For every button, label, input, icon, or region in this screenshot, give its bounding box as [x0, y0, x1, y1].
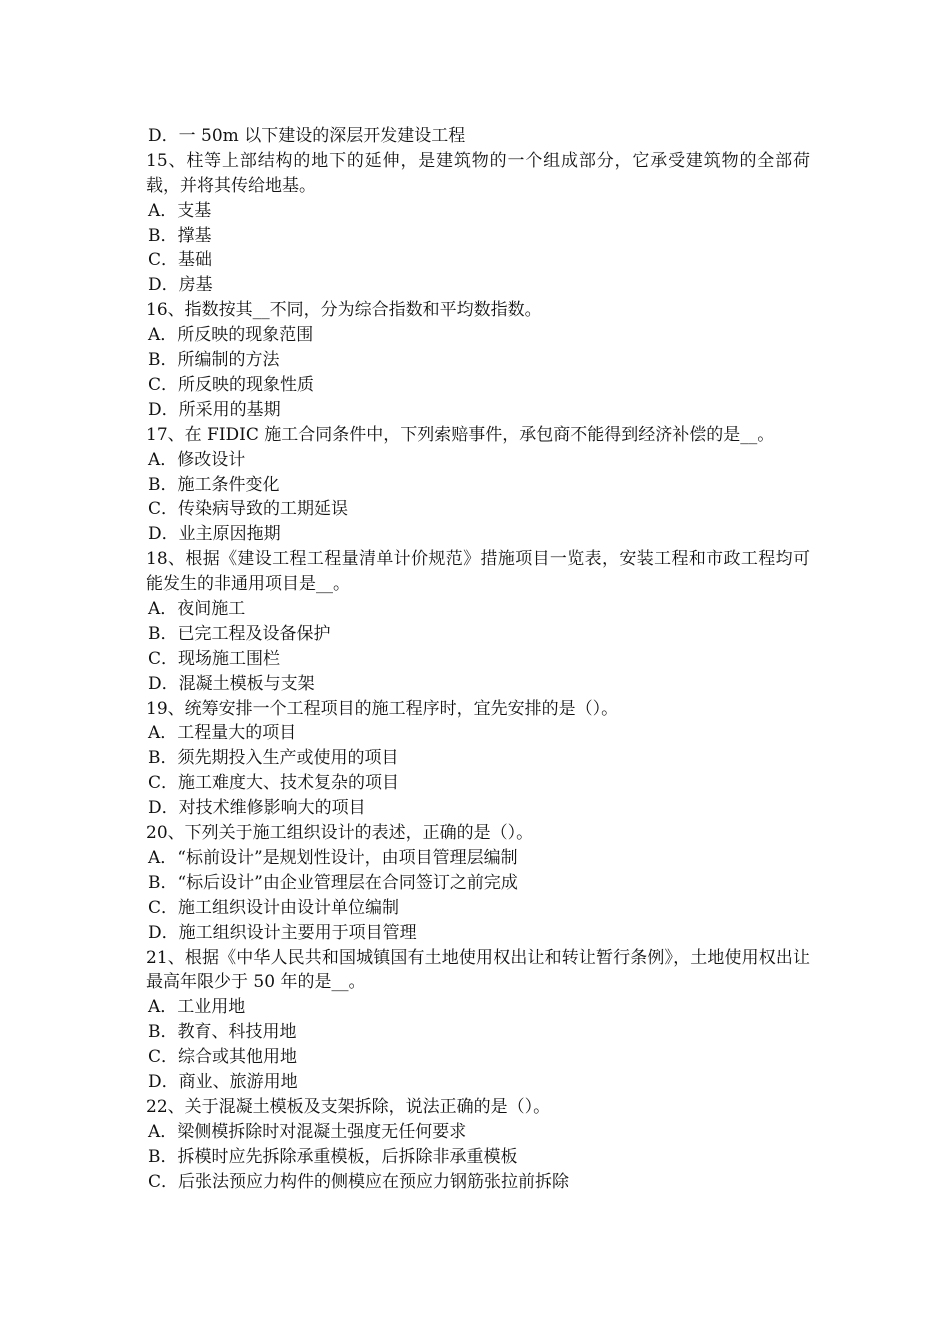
question-22: [146, 1095, 810, 1195]
option-d: D．混凝土模板与支架: [148, 673, 315, 694]
option-c: C．现场施工围栏: [148, 648, 281, 669]
option-a: A．“标前设计”是规划性设计，由项目管理层编制: [148, 847, 518, 868]
question-17: [146, 423, 810, 547]
question-21: [146, 946, 810, 1095]
question-20: [146, 821, 810, 945]
option-a: A．修改设计: [148, 449, 246, 470]
option-a: A．所反映的现象范围: [148, 325, 314, 346]
option-d: D．业主原因拖期: [148, 524, 281, 545]
question-stem: 17、在 FIDIC 施工合同条件中，下列索赔事件，承包商不能得到经济补偿的是__。: [146, 424, 775, 445]
question-stem: 21、根据《中华人民共和国城镇国有土地使用权出让和转让暂行条例》，土地使用权出让最高年限少于 50 年的是__。: [146, 947, 810, 993]
document-page: [146, 124, 810, 1194]
option-c: C．后张法预应力构件的侧模应在预应力钢筋张拉前拆除: [148, 1171, 570, 1192]
option-c: C．综合或其他用地: [148, 1047, 298, 1068]
question-stem: 20、下列关于施工组织设计的表述，正确的是（）。: [146, 823, 534, 844]
option-b: B．拆模时应先拆除承重模板，后拆除非承重模板: [148, 1146, 518, 1167]
question-stem: 22、关于混凝土模板及支架拆除，说法正确的是（）。: [146, 1096, 551, 1117]
lead-option: D．一 50m 以下建设的深层开发建设工程: [148, 126, 466, 146]
option-d: D．施工组织设计主要用于项目管理: [148, 922, 417, 943]
question-stem: 18、根据《建设工程工程量清单计价规范》措施项目一览表，安装工程和市政工程均可能发生的非通用项目是__。: [146, 549, 810, 595]
option-b: B．“标后设计”由企业管理层在合同签订之前完成: [148, 872, 518, 893]
option-c: C．基础: [148, 250, 213, 271]
option-a: A．工程量大的项目: [148, 723, 297, 744]
option-b: B．须先期投入生产或使用的项目: [148, 748, 399, 769]
question-16: [146, 298, 810, 422]
question-stem: 15、柱等上部结构的地下的延伸，是建筑物的一个组成部分，它承受建筑物的全部荷载，并将其传给地基。: [146, 150, 810, 196]
option-d: D．商业、旅游用地: [148, 1072, 298, 1092]
question-15: [146, 149, 810, 298]
question-19: [146, 697, 810, 821]
option-b: B．施工条件变化: [148, 474, 280, 495]
option-b: B．所编制的方法: [148, 350, 280, 371]
option-a: A．工业用地: [148, 997, 246, 1018]
option-a: A．支基: [148, 200, 212, 221]
option-d: D．所采用的基期: [148, 399, 281, 420]
option-b: B．撑基: [148, 225, 212, 246]
option-b: B．已完工程及设备保护: [148, 623, 331, 644]
question-stem: 16、指数按其__不同，分为综合指数和平均数指数。: [146, 300, 542, 321]
option-d: D．房基: [148, 275, 213, 296]
option-b: B．教育、科技用地: [148, 1022, 297, 1043]
question-18: [146, 547, 810, 696]
option-c: C．施工难度大、技术复杂的项目: [148, 773, 400, 794]
option-a: A．梁侧模拆除时对混凝土强度无任何要求: [148, 1121, 467, 1142]
question-stem: 19、统筹安排一个工程项目的施工程序时，宜先安排的是（）。: [146, 698, 619, 719]
option-a: A．夜间施工: [148, 599, 246, 620]
option-c: C．传染病导致的工期延误: [148, 499, 349, 520]
option-c: C．施工组织设计由设计单位编制: [148, 897, 400, 918]
option-c: C．所反映的现象性质: [148, 374, 315, 395]
option-d: D．对技术维修影响大的项目: [148, 798, 366, 819]
